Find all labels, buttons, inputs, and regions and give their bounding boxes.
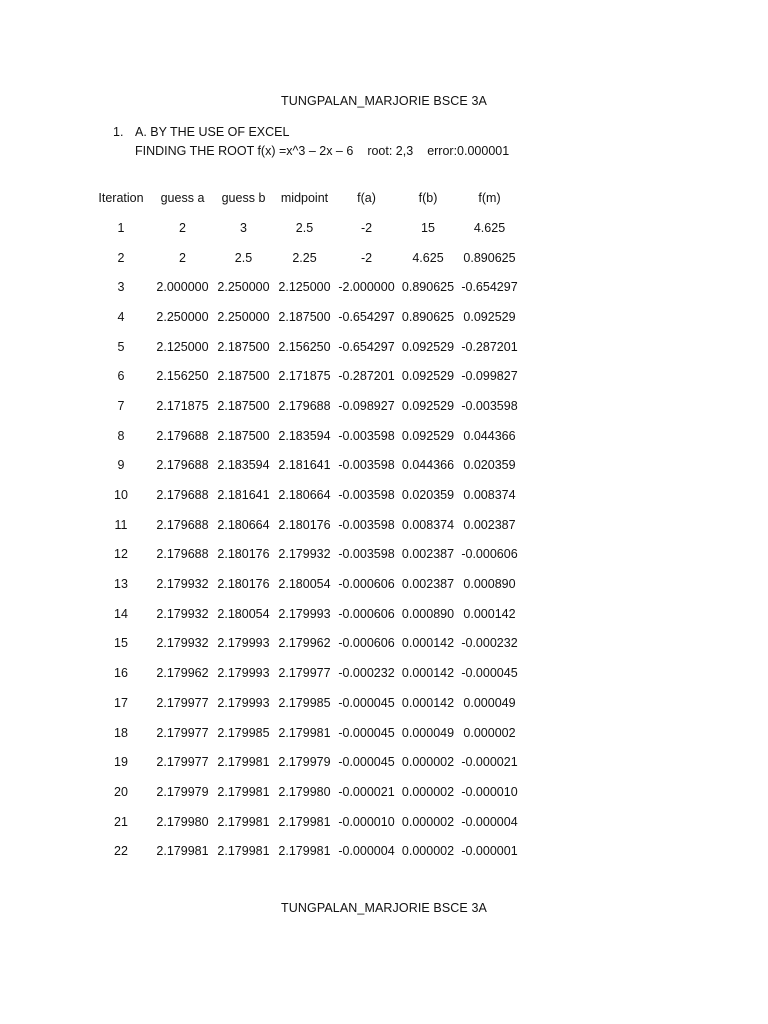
- table-cell: 2.179981: [217, 755, 270, 770]
- table-cell: 2.179688: [156, 517, 209, 532]
- table-cell: 2.179985: [217, 725, 270, 740]
- table-cell: 7: [117, 398, 125, 413]
- table-cell: -0.003598: [338, 428, 395, 443]
- table-cell: 2: [179, 220, 186, 235]
- table-cell: -0.287201: [338, 369, 395, 384]
- table-cell: 0.044366: [401, 458, 455, 473]
- table-cell: 10: [114, 488, 128, 503]
- table-cell: 2.181641: [217, 488, 270, 503]
- table-row: [90, 451, 521, 481]
- table-cell: 2.156250: [156, 369, 209, 384]
- table-cell: 2.187500: [278, 309, 331, 324]
- error-text: error:0.000001: [427, 144, 510, 158]
- table-cell: 0.008374: [463, 488, 516, 503]
- table-cell: 2.179985: [278, 695, 331, 710]
- table-row: [90, 332, 521, 362]
- table-cell: 2.156250: [278, 339, 331, 354]
- table-cell: -0.000232: [338, 666, 395, 681]
- table-cell: 2.180054: [217, 606, 270, 621]
- table-cell: 2.179962: [278, 636, 331, 651]
- table-cell: 4: [117, 309, 125, 324]
- table-cell: 0.044366: [463, 428, 516, 443]
- table-cell: 2.179993: [217, 666, 270, 681]
- column-header: f(b): [418, 191, 438, 205]
- table-cell: -0.098927: [338, 398, 395, 413]
- table-cell: 2.000000: [156, 280, 209, 295]
- table-cell: 0.000142: [463, 606, 516, 621]
- table-cell: 2.179932: [156, 636, 209, 651]
- column-header: guess b: [221, 191, 266, 205]
- table-cell: 4.625: [412, 250, 444, 265]
- table-row: [90, 510, 521, 540]
- table-cell: 2.179993: [278, 606, 331, 621]
- table-cell: 0.000142: [401, 636, 455, 651]
- column-header: f(m): [478, 191, 501, 205]
- bisection-table: [90, 183, 521, 866]
- table-cell: 15: [421, 220, 435, 235]
- table-cell: 13: [114, 577, 128, 592]
- table-cell: -0.000606: [338, 636, 395, 651]
- table-row: [90, 688, 521, 718]
- table-cell: 2.179981: [278, 814, 331, 829]
- table-cell: -2: [360, 250, 373, 265]
- table-cell: 20: [114, 784, 128, 799]
- table-cell: 2.187500: [217, 369, 270, 384]
- table-cell: 2.179981: [217, 784, 270, 799]
- table-row: [90, 777, 521, 807]
- table-cell: -0.000606: [338, 606, 395, 621]
- table-cell: 2.179688: [156, 488, 209, 503]
- table-cell: 2.179980: [278, 784, 331, 799]
- table-cell: 0.000890: [401, 606, 455, 621]
- table-cell: 2.179981: [278, 844, 331, 859]
- table-cell: -0.003598: [338, 458, 395, 473]
- table-cell: -0.000045: [338, 755, 395, 770]
- table-header-row: [90, 183, 521, 213]
- table-cell: 2.187500: [217, 428, 270, 443]
- table-cell: 0.092529: [401, 339, 455, 354]
- function-text: FINDING THE ROOT f(x) =x^3 – 2x – 6: [135, 144, 354, 158]
- table-cell: 0.002387: [401, 577, 455, 592]
- table-cell: -2: [360, 220, 373, 235]
- table-cell: 2.179932: [278, 547, 331, 562]
- table-cell: -0.099827: [461, 369, 518, 384]
- table-cell: -0.654297: [461, 280, 518, 295]
- table-cell: -0.000021: [461, 755, 518, 770]
- table-cell: -0.000045: [338, 695, 395, 710]
- table-cell: 0.092529: [463, 309, 516, 324]
- table-cell: 0.000002: [401, 814, 455, 829]
- table-cell: 2.179977: [156, 695, 209, 710]
- table-cell: -0.000001: [461, 844, 518, 859]
- table-cell: 0.000142: [401, 695, 455, 710]
- table-cell: -0.003598: [338, 547, 395, 562]
- table-body: [90, 213, 521, 866]
- table-cell: 0.000142: [401, 666, 455, 681]
- table-row: [90, 569, 521, 599]
- table-cell: 0.092529: [401, 428, 455, 443]
- table-cell: 0.092529: [401, 369, 455, 384]
- table-cell: 12: [114, 547, 128, 562]
- table-cell: -0.000232: [461, 636, 518, 651]
- table-row: [90, 599, 521, 629]
- table-cell: 0.000002: [401, 755, 455, 770]
- table-cell: 2.179932: [156, 606, 209, 621]
- table-cell: 2.179981: [217, 814, 270, 829]
- table-cell: 2.179980: [156, 814, 209, 829]
- table-cell: 2.179981: [278, 725, 331, 740]
- list-number: 1.: [113, 125, 124, 139]
- table-row: [90, 361, 521, 391]
- table-cell: -0.000010: [338, 814, 395, 829]
- table-cell: 2: [117, 250, 125, 265]
- table-cell: 17: [114, 695, 128, 710]
- table-cell: -2.000000: [338, 280, 395, 295]
- table-cell: 0.092529: [401, 398, 455, 413]
- table-cell: 0.000002: [401, 844, 455, 859]
- table-cell: 2.179979: [156, 784, 209, 799]
- table-cell: 2.180664: [278, 488, 331, 503]
- table-row: [90, 836, 521, 866]
- table-cell: 14: [114, 606, 128, 621]
- table-cell: 2.179981: [217, 844, 270, 859]
- table-cell: 6: [117, 369, 125, 384]
- table-cell: 2.183594: [278, 428, 331, 443]
- table-cell: 0.008374: [401, 517, 455, 532]
- column-header: guess a: [160, 191, 205, 205]
- table-cell: -0.003598: [338, 488, 395, 503]
- table-cell: 0.000002: [401, 784, 455, 799]
- table-cell: 21: [114, 814, 128, 829]
- table-cell: -0.000004: [461, 814, 518, 829]
- table-cell: 3: [117, 280, 125, 295]
- table-row: [90, 807, 521, 837]
- table-cell: 2.171875: [156, 398, 209, 413]
- table-cell: 2.5: [234, 250, 253, 265]
- table-cell: 2.180176: [278, 517, 331, 532]
- column-header: midpoint: [280, 191, 329, 205]
- column-header: f(a): [357, 191, 376, 205]
- table-row: [90, 213, 521, 243]
- problem-item: [113, 123, 509, 142]
- table-cell: 2.179688: [156, 428, 209, 443]
- table-cell: 0.000049: [463, 695, 516, 710]
- table-row: [90, 718, 521, 748]
- table-cell: -0.003598: [461, 398, 518, 413]
- table-cell: 8: [117, 428, 125, 443]
- table-cell: 0.020359: [401, 488, 455, 503]
- table-cell: 0.000890: [463, 577, 516, 592]
- table-cell: 2.179993: [217, 695, 270, 710]
- table-cell: 0.020359: [463, 458, 516, 473]
- table-cell: 22: [114, 844, 128, 859]
- table-cell: 3: [240, 220, 247, 235]
- table-cell: 2.25: [292, 250, 317, 265]
- table-cell: 0.002387: [463, 517, 516, 532]
- table-cell: 0.000002: [463, 725, 516, 740]
- table-cell: -0.000606: [461, 547, 518, 562]
- table-cell: -0.000045: [461, 666, 518, 681]
- table-cell: 2.180054: [278, 577, 331, 592]
- table-cell: 2.179981: [156, 844, 209, 859]
- table-row: [90, 480, 521, 510]
- table-cell: 2.179979: [278, 755, 331, 770]
- page-header-title: TUNGPALAN_MARJORIE BSCE 3A: [281, 94, 487, 108]
- table-cell: 2.179977: [156, 725, 209, 740]
- table-cell: 18: [114, 725, 128, 740]
- section-heading: A. BY THE USE OF EXCEL: [135, 125, 290, 139]
- table-cell: 0.890625: [401, 309, 455, 324]
- table-cell: -0.000606: [338, 577, 395, 592]
- table-cell: -0.003598: [338, 517, 395, 532]
- table-cell: 0.002387: [401, 547, 455, 562]
- table-cell: 2.125000: [278, 280, 331, 295]
- table-cell: 11: [114, 517, 128, 532]
- table-cell: -0.000021: [338, 784, 395, 799]
- table-cell: 2.179932: [156, 577, 209, 592]
- column-header: Iteration: [98, 191, 144, 205]
- problem-details: [113, 142, 509, 161]
- table-cell: 2.183594: [217, 458, 270, 473]
- table-cell: 0.000049: [401, 725, 455, 740]
- table-cell: 2.187500: [217, 339, 270, 354]
- table-cell: 2.179977: [278, 666, 331, 681]
- table-cell: -0.287201: [461, 339, 518, 354]
- table-cell: 15: [114, 636, 128, 651]
- table-cell: 16: [114, 666, 128, 681]
- table-cell: 2.250000: [217, 309, 270, 324]
- bisection-table-container: [90, 183, 521, 866]
- table-cell: 2.180664: [217, 517, 270, 532]
- table-cell: 2.181641: [278, 458, 331, 473]
- table-row: [90, 391, 521, 421]
- table-row: [90, 747, 521, 777]
- table-cell: 19: [114, 755, 128, 770]
- table-row: [90, 243, 521, 273]
- table-cell: -0.000010: [461, 784, 518, 799]
- root-text: root: 2,3: [367, 144, 414, 158]
- table-row: [90, 421, 521, 451]
- table-cell: 2.250000: [217, 280, 270, 295]
- table-cell: 2.125000: [156, 339, 209, 354]
- table-row: [90, 658, 521, 688]
- table-cell: 2.5: [295, 220, 314, 235]
- table-row: [90, 540, 521, 570]
- table-cell: -0.654297: [338, 339, 395, 354]
- table-cell: -0.000045: [338, 725, 395, 740]
- table-cell: 2.179993: [217, 636, 270, 651]
- problem-statement: [113, 123, 509, 161]
- table-cell: 2.180176: [217, 577, 270, 592]
- table-cell: 2.180176: [217, 547, 270, 562]
- table-cell: 0.890625: [463, 250, 516, 265]
- table-row: [90, 302, 521, 332]
- table-row: [90, 629, 521, 659]
- table-cell: 2.179688: [278, 398, 331, 413]
- table-cell: 2.179688: [156, 547, 209, 562]
- table-cell: 2.179688: [156, 458, 209, 473]
- table-cell: 2: [179, 250, 186, 265]
- table-cell: 2.171875: [278, 369, 331, 384]
- table-cell: 4.625: [473, 220, 506, 235]
- table-cell: 1: [117, 220, 125, 235]
- table-cell: 2.179962: [156, 666, 209, 681]
- table-cell: 2.187500: [217, 398, 270, 413]
- table-row: [90, 272, 521, 302]
- table-cell: 0.890625: [401, 280, 455, 295]
- table-cell: 2.250000: [156, 309, 209, 324]
- table-cell: 5: [117, 339, 125, 354]
- table-cell: -0.654297: [338, 309, 395, 324]
- table-cell: 9: [117, 458, 125, 473]
- table-cell: -0.000004: [338, 844, 395, 859]
- page-footer-title: TUNGPALAN_MARJORIE BSCE 3A: [281, 901, 487, 915]
- table-cell: 2.179977: [156, 755, 209, 770]
